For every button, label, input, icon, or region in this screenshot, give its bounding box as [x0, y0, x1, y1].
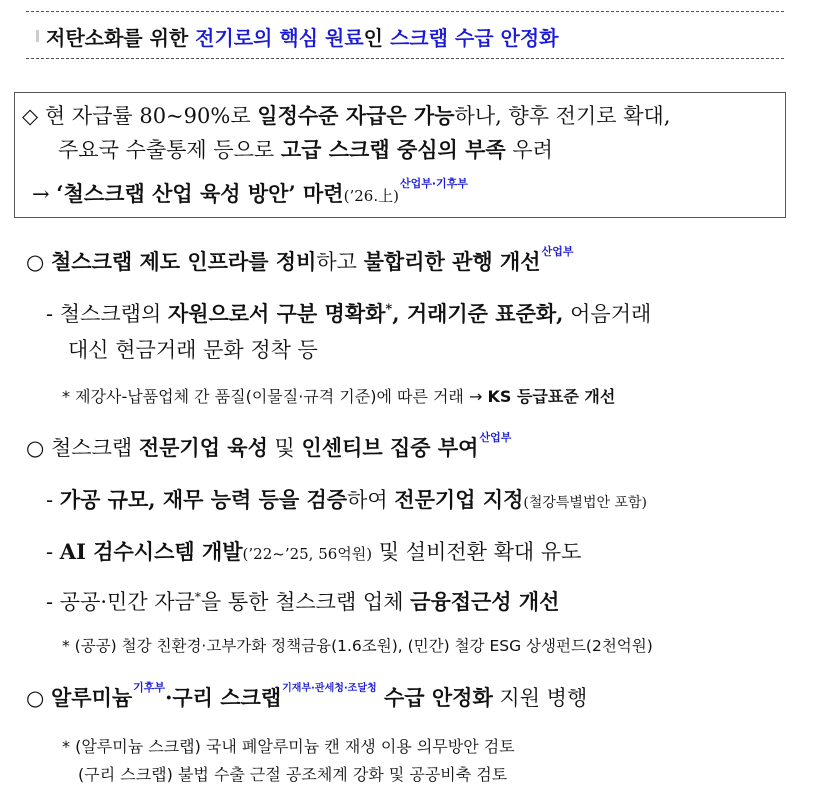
diamond-bullet-icon: ◇	[22, 104, 39, 128]
note-text: * 제강사-납품업체 간 품질(이물질·규격 기준)에 따른 거래 →	[62, 387, 488, 406]
item-text: 철스크랩의	[59, 302, 168, 326]
section-3-note-2: (구리 스크랩) 불법 수출 근절 공조체계 강화 및 공공비축 검토	[78, 765, 508, 784]
summary-line-1	[22, 100, 670, 130]
banner-marker	[36, 30, 39, 42]
section-title-emphasis: 전문기업 육성	[138, 435, 268, 460]
item-text: 을 통한 철스크랩 업체	[200, 590, 411, 614]
circle-bullet-icon: ○	[26, 686, 45, 710]
item-emphasis: , 거래기준 표준화,	[392, 301, 564, 326]
item-text: 하여	[347, 488, 395, 512]
section-title-emphasis: 철스크랩 제도 인프라를 정비	[51, 249, 317, 274]
summary-line-2	[58, 134, 553, 164]
banner-title	[46, 22, 558, 51]
item-emphasis: 금융접근성 개선	[410, 589, 560, 614]
section-title-emphasis: 불합리한 관행 개선	[363, 249, 541, 274]
item-emphasis: 전문기업 지정	[394, 487, 524, 512]
section-title-text: 및	[267, 436, 302, 460]
item-emphasis: AI 검수시스템 개발	[59, 539, 243, 564]
banner-prefix: 저탄소화를 위한	[46, 26, 196, 50]
section-2-title	[26, 432, 511, 462]
ministry-tag: 기후부	[133, 681, 166, 694]
section-2-note: * (공공) 철강 친환경·고부가화 정책금융(1.6조원), (민간) 철강 ESG 상생펀드(2천억원)	[62, 637, 653, 655]
section-title-emphasis: 알루미늄	[51, 685, 133, 710]
item-text: 공공·민간 자금	[59, 590, 195, 614]
summary-text: 주요국 수출통제 등으로	[58, 138, 281, 162]
summary-text: 하나, 향후 전기로 확대,	[454, 104, 671, 128]
item-paren: (’22~’25, 56억원)	[242, 545, 373, 563]
banner-highlight-1: 전기로의 핵심 원료	[195, 26, 364, 50]
section-1-title	[26, 246, 573, 276]
summary-emphasis: 일정수준 자급은 가능	[257, 103, 455, 128]
section-title-emphasis: 수급 안정화	[376, 685, 493, 710]
section-title-text: 철스크랩	[51, 436, 139, 460]
summary-text: 현 자급률 80~90%로	[44, 104, 258, 128]
item-paren: (철강특별법안 포함)	[523, 495, 647, 511]
summary-emphasis: 고급 스크랩 중심의 부족	[280, 137, 506, 162]
section-title-text: 지원 병행	[492, 686, 588, 710]
footnote-star: *	[194, 590, 201, 604]
ministry-tag: 산업부	[479, 431, 512, 444]
section-1-item-1	[46, 298, 651, 328]
section-2-item-1	[46, 484, 647, 514]
ministry-tag: 산업부·기후부	[399, 177, 468, 190]
dash-bullet: -	[46, 540, 54, 564]
footnote-star: *	[385, 302, 393, 317]
item-emphasis: 가공 규모, 재무 능력 등을 검증	[59, 487, 348, 512]
section-title-text: 하고	[316, 250, 364, 274]
circle-bullet-icon: ○	[26, 436, 45, 460]
banner-highlight-2: 스크랩 수급 안정화	[389, 26, 559, 50]
section-2-item-2	[46, 536, 581, 566]
section-3-title	[26, 682, 587, 712]
arrow-right-icon: →	[32, 182, 50, 206]
plan-title: ‘철스크랩 산업 육성 방안’ 마련	[56, 181, 344, 206]
section-1-note	[62, 384, 615, 407]
item-emphasis: 자원으로서 구분 명확화	[167, 301, 386, 326]
circle-bullet-icon: ○	[26, 250, 45, 274]
plan-date: (’26.上)	[343, 187, 399, 205]
dash-bullet: -	[46, 302, 54, 326]
note-emphasis: KS 등급표준 개선	[487, 387, 616, 406]
dash-bullet: -	[46, 590, 54, 614]
section-2-item-3	[46, 586, 559, 616]
dash-bullet: -	[46, 488, 54, 512]
ministry-tag: 산업부	[541, 245, 574, 258]
ministry-tag: 기재부·관세청·조달청	[282, 683, 377, 694]
section-3-note-1: * (알루미늄 스크랩) 국내 폐알루미늄 캔 재생 이용 의무방안 검토	[62, 737, 515, 756]
banner-mid: 인	[363, 26, 390, 50]
item-text: 및 설비전환 확대 유도	[372, 540, 582, 564]
section-title-emphasis: 인센티브 집중 부여	[301, 435, 479, 460]
section-1-item-1-cont: 대신 현금거래 문화 정착 등	[68, 338, 318, 362]
summary-line-3	[32, 178, 468, 208]
item-text: 어음거래	[563, 302, 652, 326]
summary-text: 우려	[505, 138, 553, 162]
section-title-emphasis: ·구리 스크랩	[165, 685, 282, 710]
